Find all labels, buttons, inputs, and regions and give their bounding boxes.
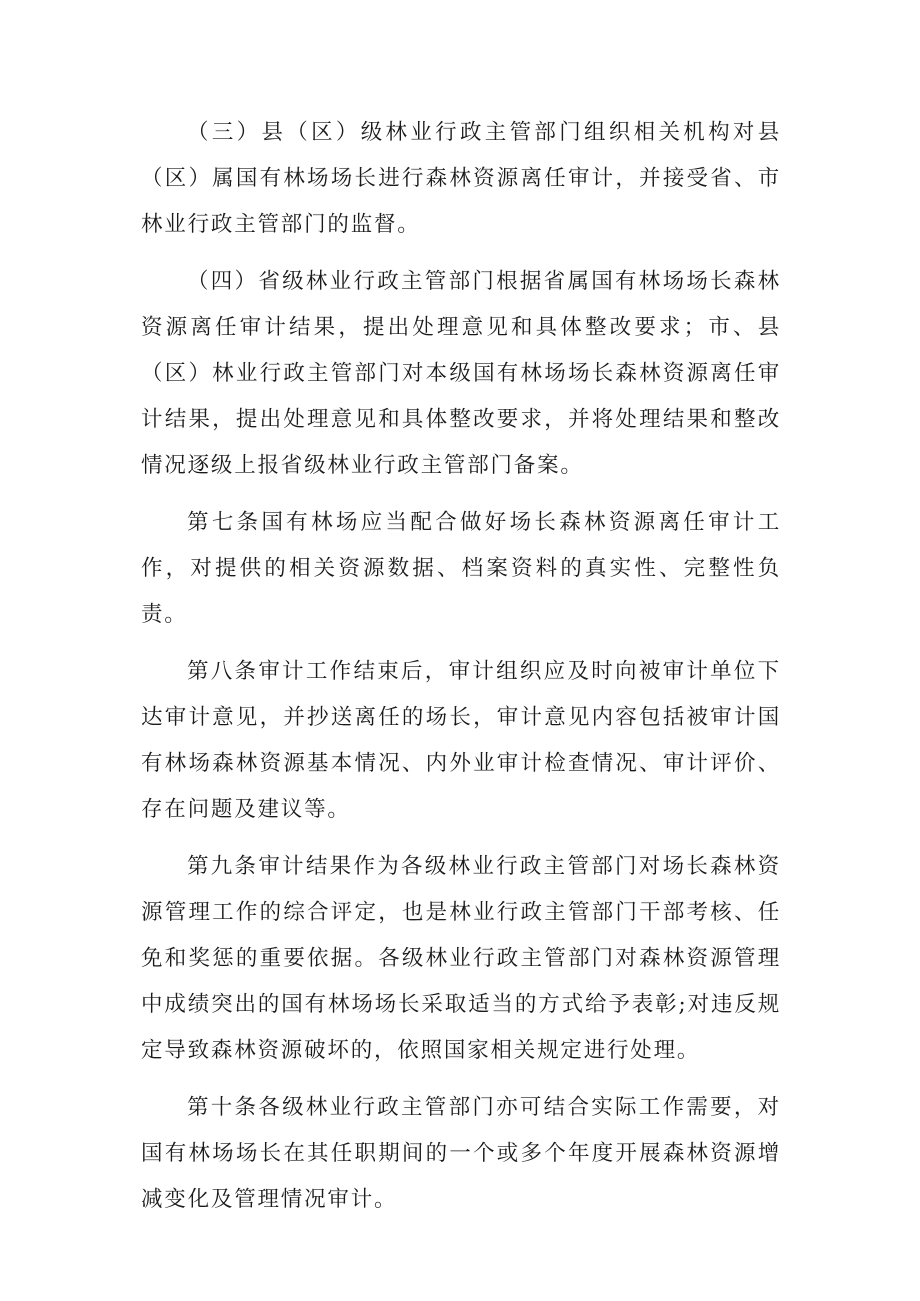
paragraph-county-audit: （三）县（区）级林业行政主管部门组织相关机构对县（区）属国有林场场长进行森林资源离任审计，并接受省、市林业行政主管部门的监督。	[141, 120, 781, 237]
paragraph-article-10: 第十条各级林业行政主管部门亦可结合实际工作需要，对国有林场场长在其任职期间的一个或多个年度开展森林资源增减变化及管理情况审计。	[141, 1095, 781, 1212]
paragraph-article-9: 第九条审计结果作为各级林业行政主管部门对场长森林资源管理工作的综合评定，也是林业行政主管部门干部考核、任免和奖惩的重要依据。各级林业行政主管部门对森林资源管理中成绩突出的国有林场场长采取适当的方式给予表彰;对违反规定导致森林资源破坏的，依照国家相关规定进行处理。	[141, 854, 781, 1063]
paragraph-article-7: 第七条国有林场应当配合做好场长森林资源离任审计工作，对提供的相关资源数据、档案资料的真实性、完整性负责。	[141, 510, 781, 627]
paragraph-article-8: 第八条审计工作结束后，审计组织应及时向被审计单位下达审计意见，并抄送离任的场长，审计意见内容包括被审计国有林场森林资源基本情况、内外业审计检查情况、审计评价、存在问题及建议等。	[141, 659, 781, 822]
document-body	[141, 110, 781, 1234]
paragraph-provincial-results: （四）省级林业行政主管部门根据省属国有林场场长森林资源离任审计结果，提出处理意见和具体整改要求；市、县（区）林业行政主管部门对本级国有林场场长森林资源离任审计结果，提出处理意见和具体整改要求，并将处理结果和整改情况逐级上报省级林业行政主管部门备案。	[141, 269, 781, 478]
